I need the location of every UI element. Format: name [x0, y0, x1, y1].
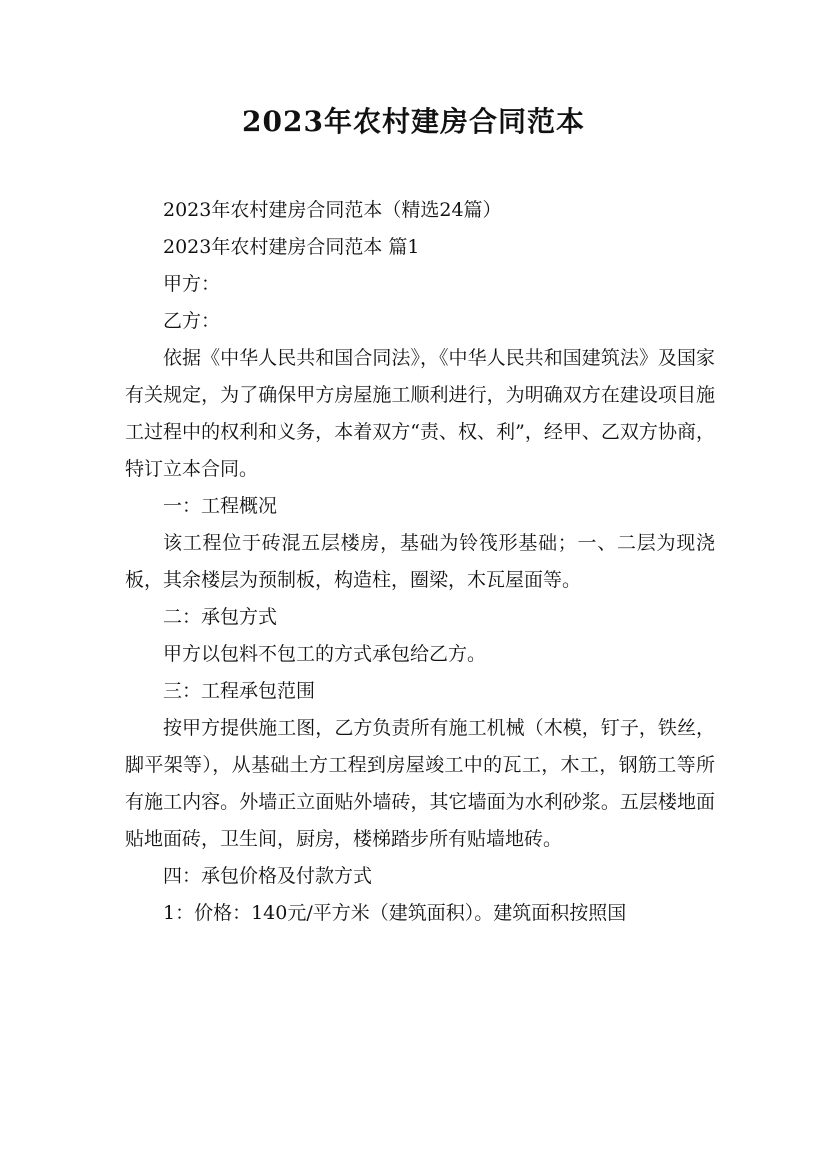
paragraph-party-b: 乙方： — [163, 310, 221, 332]
document-title: 2023年农村建房合同范本 — [242, 105, 585, 138]
paragraph-collection-title: 2023年农村建房合同范本（精选24篇） — [163, 199, 502, 221]
paragraph-method: 甲方以包料不包工的方式承包给乙方。 — [163, 643, 487, 665]
paragraph-price: 1：价格：140元/平方米（建筑面积）。建筑面积按照国 — [163, 902, 627, 924]
section-heading-price: 四：承包价格及付款方式 — [163, 865, 373, 887]
paragraph-overview: 该工程位于砖混五层楼房，基础为铃筏形基础；一、二层为现浇板，其余楼层为预制板，构造柱，圈梁，木瓦屋面等。 — [125, 532, 715, 591]
paragraph-chapter-heading: 2023年农村建房合同范本 篇1 — [163, 236, 420, 258]
section-heading-overview: 一：工程概况 — [163, 495, 278, 517]
document-body — [125, 192, 715, 932]
section-heading-scope: 三：工程承包范围 — [163, 680, 316, 702]
paragraph-scope: 按甲方提供施工图，乙方负责所有施工机械（木模，钉子，铁丝，脚平架等），从基础土方工程到房屋竣工中的瓦工，木工，钢筋工等所有施工内容。外墙正立面贴外墙砖，其它墙面为水利砂浆。五层楼地面贴地面砖，卫生间，厨房，楼梯踏步所有贴墙地砖。 — [125, 717, 715, 850]
paragraph-party-a: 甲方： — [163, 273, 221, 295]
paragraph-preamble: 依据《中华人民共和国合同法》，《中华人民共和国建筑法》及国家有关规定，为了确保甲方房屋施工顺利进行，为明确双方在建设项目施工过程中的权利和义务，本着双方“责、权、利”，经甲、乙双方协商，特订立本合同。 — [125, 347, 715, 480]
section-heading-method: 二：承包方式 — [163, 606, 278, 628]
